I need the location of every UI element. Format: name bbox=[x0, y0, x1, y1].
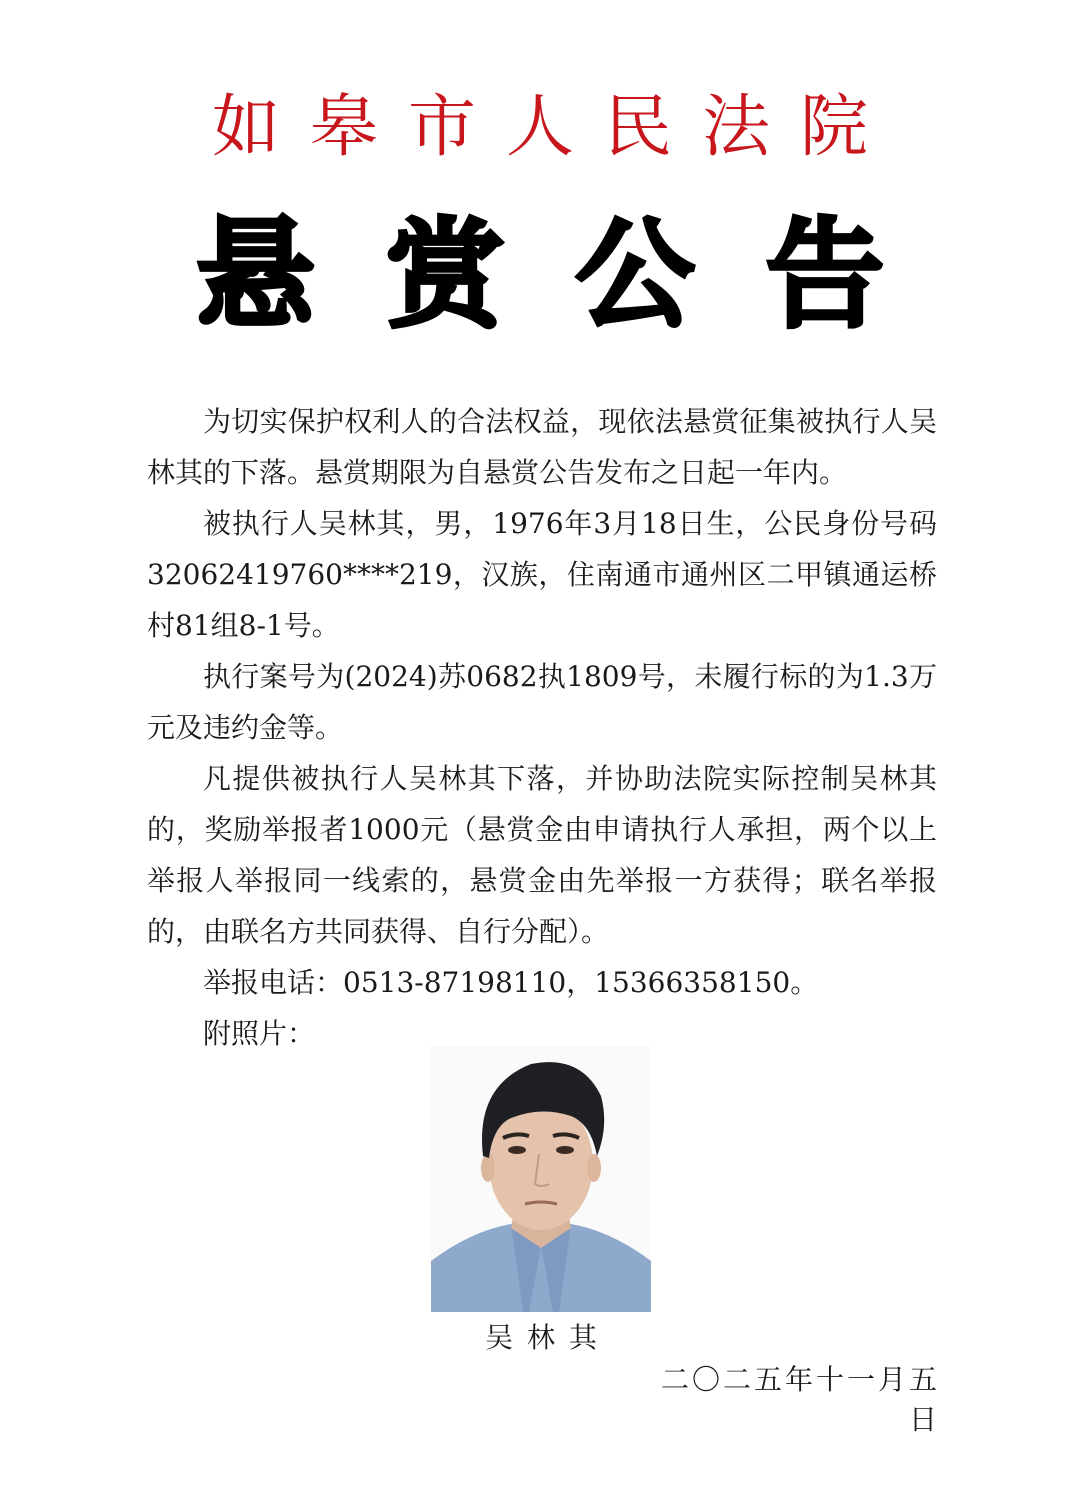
notice-title: 悬赏公告 bbox=[195, 205, 956, 344]
issue-date: 二〇二五年十一月五日 bbox=[660, 1363, 940, 1436]
paragraph-case-number: 执行案号为(2024)苏0682执1809号，未履行标的为1.3万元及违约金等。 bbox=[147, 660, 937, 744]
paragraph-person-info: 被执行人吴林其，男，1976年3月18日生，公民身份号码32062419760****219，汉族，住南通市通州区二甲镇通运桥村81组8-1号。 bbox=[147, 507, 937, 642]
paragraph-hotline: 举报电话：0513-87198110，15366358150。 bbox=[203, 966, 819, 999]
paragraph-reward: 凡提供被执行人吴林其下落，并协助法院实际控制吴林其的，奖励举报者1000元（悬赏金由申请执行人承担，两个以上举报人举报同一线索的，悬赏金由先举报一方获得；联名举报的，由联名方共同获得、自行分配）。 bbox=[147, 762, 937, 948]
portrait-photo bbox=[431, 1046, 651, 1312]
paragraph-purpose: 为切实保护权利人的合法权益，现依法悬赏征集被执行人吴林其的下落。悬赏期限为自悬赏公告发布之日起一年内。 bbox=[147, 405, 937, 489]
person-portrait-icon bbox=[431, 1046, 651, 1312]
paragraph-photo-label: 附照片： bbox=[203, 1017, 316, 1050]
photo-caption: 吴林其 bbox=[484, 1321, 611, 1354]
notice-body bbox=[147, 396, 937, 1059]
court-name-heading: 如皋市人民法院 bbox=[211, 88, 898, 167]
